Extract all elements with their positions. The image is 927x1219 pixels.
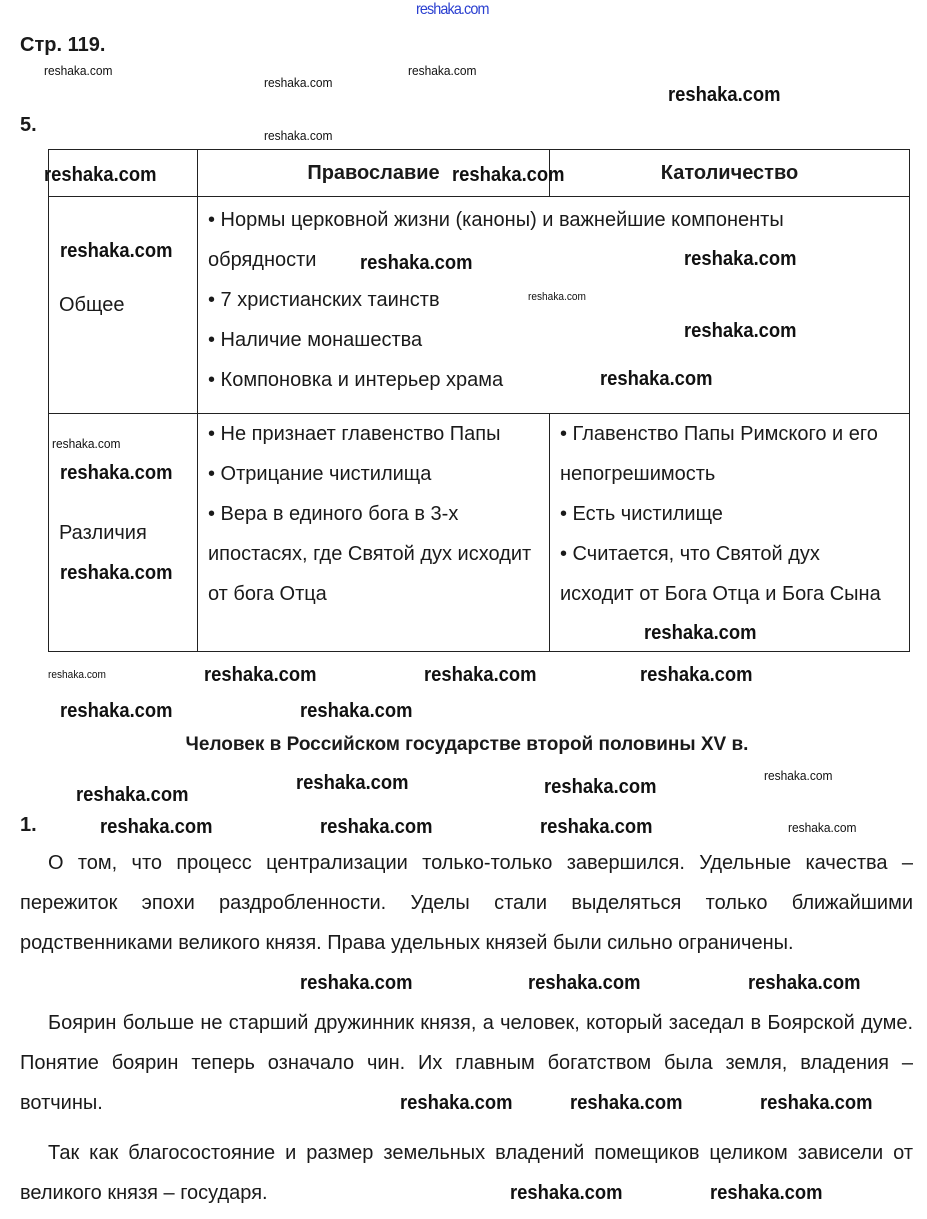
watermark: reshaka.com — [100, 816, 213, 838]
watermark: reshaka.com — [60, 240, 173, 262]
common-item: • 7 христианских таинств — [208, 289, 440, 311]
common-item: • Нормы церковной жизни (каноны) и важнейшие компоненты обрядности — [208, 209, 784, 271]
watermark: reshaka.com — [48, 669, 106, 681]
common-item: • Наличие монашества — [208, 329, 423, 351]
watermark: reshaka.com — [360, 252, 473, 274]
watermark: reshaka.com — [668, 84, 781, 106]
row-label-common: Общее — [49, 197, 198, 414]
watermark: reshaka.com — [570, 1092, 683, 1114]
watermark: reshaka.com — [510, 1182, 623, 1204]
watermark: reshaka.com — [264, 75, 333, 90]
task-number-1: 1. — [20, 814, 37, 836]
header-catholicism: Католичество — [550, 150, 910, 197]
watermark: reshaka.com — [452, 164, 565, 186]
watermark: reshaka.com — [60, 462, 173, 484]
catholic-item: • Главенство Папы Римского и его непогрешимость — [560, 423, 878, 485]
table-row — [49, 197, 910, 414]
orthodox-cell — [198, 414, 550, 652]
watermark: reshaka.com — [684, 320, 797, 342]
watermark: reshaka.com — [300, 972, 413, 994]
watermark: reshaka.com — [684, 248, 797, 270]
orthodox-item: • Вера в единого бога в 3-х ипостасях, где Святой дух исходит от бога Отца — [208, 503, 532, 605]
common-cell — [198, 197, 910, 414]
watermark: reshaka.com — [748, 972, 861, 994]
section-title: Человек в Российском государстве второй половины XV в. — [185, 734, 749, 755]
watermark: reshaka.com — [60, 700, 173, 722]
catholic-item: • Есть чистилище — [560, 503, 723, 525]
watermark: reshaka.com — [320, 816, 433, 838]
watermark: reshaka.com — [204, 664, 317, 686]
orthodox-item: • Отрицание чистилища — [208, 463, 432, 485]
watermark: reshaka.com — [764, 768, 833, 783]
site-link[interactable]: reshaka.com — [416, 1, 489, 18]
watermark: reshaka.com — [644, 622, 757, 644]
comparison-table — [48, 149, 910, 652]
orthodox-item: • Не признает главенство Папы — [208, 423, 501, 445]
watermark: reshaka.com — [76, 784, 189, 806]
answer-paragraph: О том, что процесс централизации только-только завершился. Удельные качества – пережиток эпохи раздробленности. Уделы стали выделяться только ближайшими родственниками великого князя. Права удельных князей были сильно ограничены. — [20, 852, 913, 954]
task-number-5: 5. — [20, 114, 37, 136]
page-label: Стр. 119. — [20, 34, 106, 56]
watermark: reshaka.com — [544, 776, 657, 798]
common-item: • Компоновка и интерьер храма — [208, 369, 504, 391]
watermark: reshaka.com — [60, 562, 173, 584]
watermark: reshaka.com — [400, 1092, 513, 1114]
watermark: reshaka.com — [44, 164, 157, 186]
watermark: reshaka.com — [600, 368, 713, 390]
table-row — [49, 414, 910, 652]
header-orthodoxy: Православие — [198, 150, 550, 197]
row-label-differences: Различия — [49, 414, 198, 652]
watermark: reshaka.com — [710, 1182, 823, 1204]
watermark: reshaka.com — [760, 1092, 873, 1114]
watermark: reshaka.com — [296, 772, 409, 794]
watermark: reshaka.com — [408, 63, 477, 78]
watermark: reshaka.com — [640, 664, 753, 686]
watermark: reshaka.com — [540, 816, 653, 838]
catholic-cell — [550, 414, 910, 652]
watermark: reshaka.com — [528, 972, 641, 994]
catholic-item: • Считается, что Святой дух исходит от Бога Отца и Бога Сына — [560, 543, 881, 605]
answer-paragraph: Боярин больше не старший дружинник князя, а человек, который заседал в Боярской думе. Понятие боярин теперь означало чин. Их главным богатством была земля, владения – вотчины. — [20, 1012, 913, 1114]
watermark: reshaka.com — [424, 664, 537, 686]
watermark: reshaka.com — [52, 436, 121, 451]
watermark: reshaka.com — [528, 291, 586, 303]
watermark: reshaka.com — [264, 128, 333, 143]
watermark: reshaka.com — [788, 820, 857, 835]
answer-paragraph: Так как благосостояние и размер земельных владений помещиков целиком зависели от великого князя – государя. — [20, 1142, 913, 1204]
watermark: reshaka.com — [44, 63, 113, 78]
watermark: reshaka.com — [300, 700, 413, 722]
